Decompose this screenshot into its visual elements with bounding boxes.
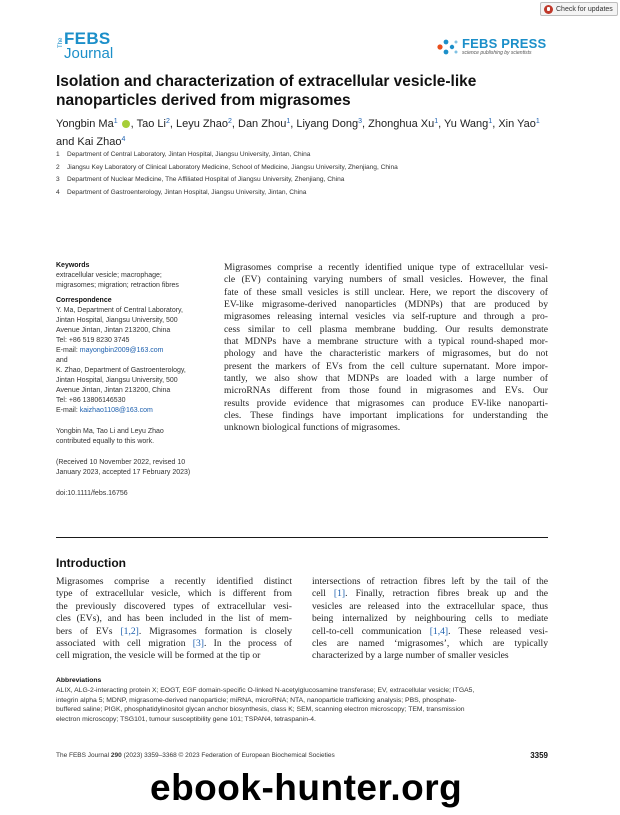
abstract-line: unknown biological functions of migrasomes.: [224, 422, 401, 434]
introduction-line: associated with cell migration [3]. In the process of: [56, 638, 292, 650]
correspondence-line: Tel: +86 13806146530: [56, 397, 126, 404]
author-name: Dan Zhou: [238, 118, 287, 130]
affiliation-text: Department of Central Laboratory, Jintan Hospital, Jiangsu University, Jintan, China: [67, 151, 311, 158]
abstract-line: cess similar to cell plasma membrane budding. Our results demonstrate: [224, 323, 548, 335]
abstract-line: microRNAs different from those found in migrasomes and EVs. Our: [224, 385, 548, 397]
febs-press-name: FEBS PRESS: [462, 36, 547, 51]
affiliation-number: 2: [56, 163, 60, 171]
introduction-line: Migrasomes comprise a recently identified distinct: [56, 576, 292, 587]
crossmark-icon: [544, 5, 553, 14]
abstract-line: tantly, we also show that MDNPs are loaded with a large number of: [224, 373, 548, 385]
author-name: Zhonghua Xu: [368, 118, 435, 130]
introduction-heading: Introduction: [56, 556, 126, 570]
author-affiliation-mark: 3: [358, 118, 363, 125]
abbreviations-line: integrin alpha 5; MDNP, migrasome-derived nanoparticle; miRNA, microRNA; NTA, nanoparticle trafficking analysis; PBS, phosphate-: [56, 696, 457, 704]
affiliation: [56, 174, 556, 187]
affiliation-number: 4: [56, 188, 60, 196]
citation-link[interactable]: [1]: [333, 588, 346, 600]
keywords-line: migrasomes; migration; retraction fibres: [56, 282, 179, 289]
check-for-updates-button[interactable]: [540, 2, 618, 16]
abstract-line: EV-like migrasome-derived nanoparticles (MDNPs) that are produced by: [224, 299, 548, 311]
and-text: and: [56, 357, 68, 364]
affiliation: [56, 187, 556, 200]
abbreviations-line: ALIX, ALG-2-interacting protein X; EOGT, EGF domain-specific O-linked N-acetylglucosamine transferase; EV, extracellular vesicle; ITGA5,: [56, 686, 475, 694]
abstract-line: cle (EV) containing varying numbers of small vesicles. However, the final: [224, 274, 548, 286]
author-list: Yongbin Ma$^1$ , Tao Li$^2$, Leyu Zhao$^2$, Dan Zhou$^1$, Liyang Dong$^3$, Zhonghua Xu$^1$, Yu Wang$^1$, Xin Yao$^1$ and Kai Zhao$^4$: [56, 118, 540, 148]
introduction-line: cles (EVs), and has been included in the list of mem-: [56, 613, 292, 625]
correspondence-line: K. Zhao, Department of Gastroenterology,: [56, 367, 186, 374]
dates-line: January 2023, accepted 17 February 2023): [56, 469, 191, 476]
author-name: Yu Wang: [444, 118, 489, 130]
author-affiliation-mark: 1: [434, 118, 439, 125]
keywords-heading: Keywords: [56, 262, 90, 269]
doi[interactable]: doi:10.1111/febs.16756: [56, 490, 128, 497]
abstract-line: present the markers of EVs from the cell culture supernatant. More impor-: [224, 360, 548, 372]
correspondence-line: Jintan Hospital, Jiangsu University, 500: [56, 377, 178, 384]
correspondence-line: Avenue Jintan, Jintan 213200, China: [56, 387, 171, 394]
abstract-line: Migrasomes comprise a recently identified unique type of extracellular vesi-: [224, 262, 548, 273]
author-name: Xin Yao: [498, 118, 536, 130]
journal-logo: [56, 30, 113, 61]
email-row: [56, 406, 214, 416]
email-link-ma[interactable]: mayongbin2009@163.com: [79, 347, 164, 354]
abbreviations-line: buffered saline; PIGK, phosphatidylinositol glycan anchor biosynthesis, class K; SEM, scanning electron microscopy; TEM, transmission: [56, 706, 465, 714]
citation-link[interactable]: [1,4]: [429, 625, 449, 637]
author-name: Yongbin Ma: [56, 118, 114, 130]
introduction-left-column: [56, 576, 292, 663]
article-title: Isolation and characterization of extracellular vesicle-like nanoparticles derived from migrasomes: [56, 73, 477, 109]
abstract-line: cles. These findings have important implications for understanding the: [224, 410, 548, 422]
author-name: Liyang Dong: [296, 118, 359, 130]
affiliation: [56, 162, 556, 175]
footer-rest: (2023) 3359–3368 © 2023 Federation of European Biochemical Societies: [121, 752, 335, 759]
journal-logo-the: The: [58, 37, 64, 48]
abstract: [224, 262, 548, 435]
author-affiliation-mark: 4: [121, 136, 126, 143]
introduction-line: cell [1]. Finally, retraction fibres break up and the: [312, 588, 549, 600]
introduction-line: vesicles are released into the extracellular space, thus: [312, 600, 548, 612]
correspondence-line: Tel: +86 519 8230 3745: [56, 337, 130, 344]
watermark-text: ebook-hunter.org: [150, 767, 463, 808]
affiliation-text: Department of Nuclear Medicine, The Affiliated Hospital of Jiangsu University, Zhenjiang, China: [67, 176, 345, 183]
abstract-line: that MDNPs have a membrane structure with a typical round-shaped mor-: [224, 336, 548, 348]
abstract-line: phology and have the characteristic markers of migrasomes, but do not: [224, 348, 548, 360]
journal-logo-journal: Journal: [64, 45, 114, 62]
affiliation-number: 3: [56, 176, 60, 183]
affiliation-list: [56, 149, 556, 199]
febs-press-dots-icon: [436, 38, 458, 56]
page-footer: [56, 752, 548, 764]
abstract-line: migrasomes releasing internal vesicles via self-rupture and through a pro-: [224, 311, 548, 323]
author-affiliation-mark: 1: [535, 118, 540, 125]
introduction-line: characterized by a large number of smaller vesicles: [312, 650, 509, 662]
page-number: 3359: [530, 751, 548, 760]
section-divider: [56, 537, 548, 538]
citation-link[interactable]: [3]: [192, 638, 204, 650]
introduction-line: type of extracellular vesicle, which is different from: [56, 588, 292, 600]
author-affiliation-mark: 2: [165, 118, 170, 125]
introduction-line: the previously discovered types of extracellular vesi-: [56, 600, 292, 612]
journal-logo-febs: FEBS: [64, 29, 111, 48]
introduction-line: cles are named ‘migrasomes’, which are typically: [312, 638, 548, 650]
abbreviations-heading: Abbreviations: [56, 677, 102, 684]
footer-journal: The FEBS Journal: [56, 752, 111, 759]
introduction-right-column: [312, 576, 548, 663]
check-for-updates-label: Check for updates: [556, 5, 613, 13]
correspondence-heading: Correspondence: [56, 297, 112, 304]
article-info-sidebar: [56, 261, 214, 504]
equal-contribution-line: contributed equally to this work.: [56, 438, 155, 445]
dates-line: (Received 10 November 2022, revised 10: [56, 459, 186, 466]
affiliation-text: Department of Gastroenterology, Jintan Hospital, Jiangsu University, Jintan, China: [67, 188, 307, 196]
author-affiliation-mark: 1: [488, 118, 493, 125]
author-affiliation-mark: 2: [227, 118, 232, 125]
email-link-zhao[interactable]: kaizhao1108@163.com: [79, 407, 153, 414]
febs-press-tagline: science publishing by scientists: [462, 50, 532, 56]
introduction-line: intersections of retraction fibres left by the tail of the: [312, 576, 548, 587]
email-label: E-mail:: [56, 407, 80, 414]
abstract-line: results provide evidence that migrasomes can produce EV-like nanoparti-: [224, 397, 548, 409]
equal-contribution-line: Yongbin Ma, Tao Li and Leyu Zhao: [56, 428, 164, 435]
introduction-line: bers of EVs [1,2]. Migrasomes formation is closely: [56, 625, 293, 637]
correspondence-line: Y. Ma, Department of Central Laboratory,: [56, 307, 183, 314]
orcid-icon[interactable]: [122, 120, 130, 128]
correspondence-line: Avenue Jintan, Jintan 213200, China: [56, 327, 171, 334]
affiliation: [56, 149, 556, 162]
affiliation-number: 1: [56, 151, 60, 158]
febs-press-logo: [436, 37, 546, 56]
abbreviations: [56, 676, 548, 725]
affiliation-text: Jiangsu Key Laboratory of Clinical Laboratory Medicine, School of Medicine, Jiangsu University, Zhenjiang, China: [67, 163, 398, 171]
footer-citation: [56, 752, 335, 759]
abbreviations-line: electron microscopy; TSG101, tumour susceptibility gene 101; TSPAN4, tetraspanin-4.: [56, 716, 316, 724]
author-name: Leyu Zhao: [175, 118, 228, 130]
introduction-line: cell-to-cell communication [1,4]. These released vesi-: [312, 625, 548, 637]
keywords-line: extracellular vesicle; macrophage;: [56, 272, 162, 279]
author-affiliation-mark: 1: [113, 118, 118, 125]
author-name: Tao Li: [136, 118, 166, 130]
email-label: E-mail:: [56, 347, 80, 354]
abstract-line: fate of these small vesicles is still unclear. Here, we report the discovery of: [224, 286, 548, 298]
introduction-line: being internalized by neighbouring cells to mediate: [312, 613, 548, 625]
email-row: [56, 346, 214, 356]
citation-link[interactable]: [1,2]: [120, 625, 139, 637]
author-name: Kai Zhao: [77, 136, 122, 148]
correspondence-line: Jintan Hospital, Jiangsu University, 500: [56, 317, 178, 324]
introduction-line: cell migration, the vesicle will be formed at the tip or: [56, 650, 261, 662]
author-affiliation-mark: 1: [286, 118, 291, 125]
footer-volume: 290: [110, 752, 122, 759]
